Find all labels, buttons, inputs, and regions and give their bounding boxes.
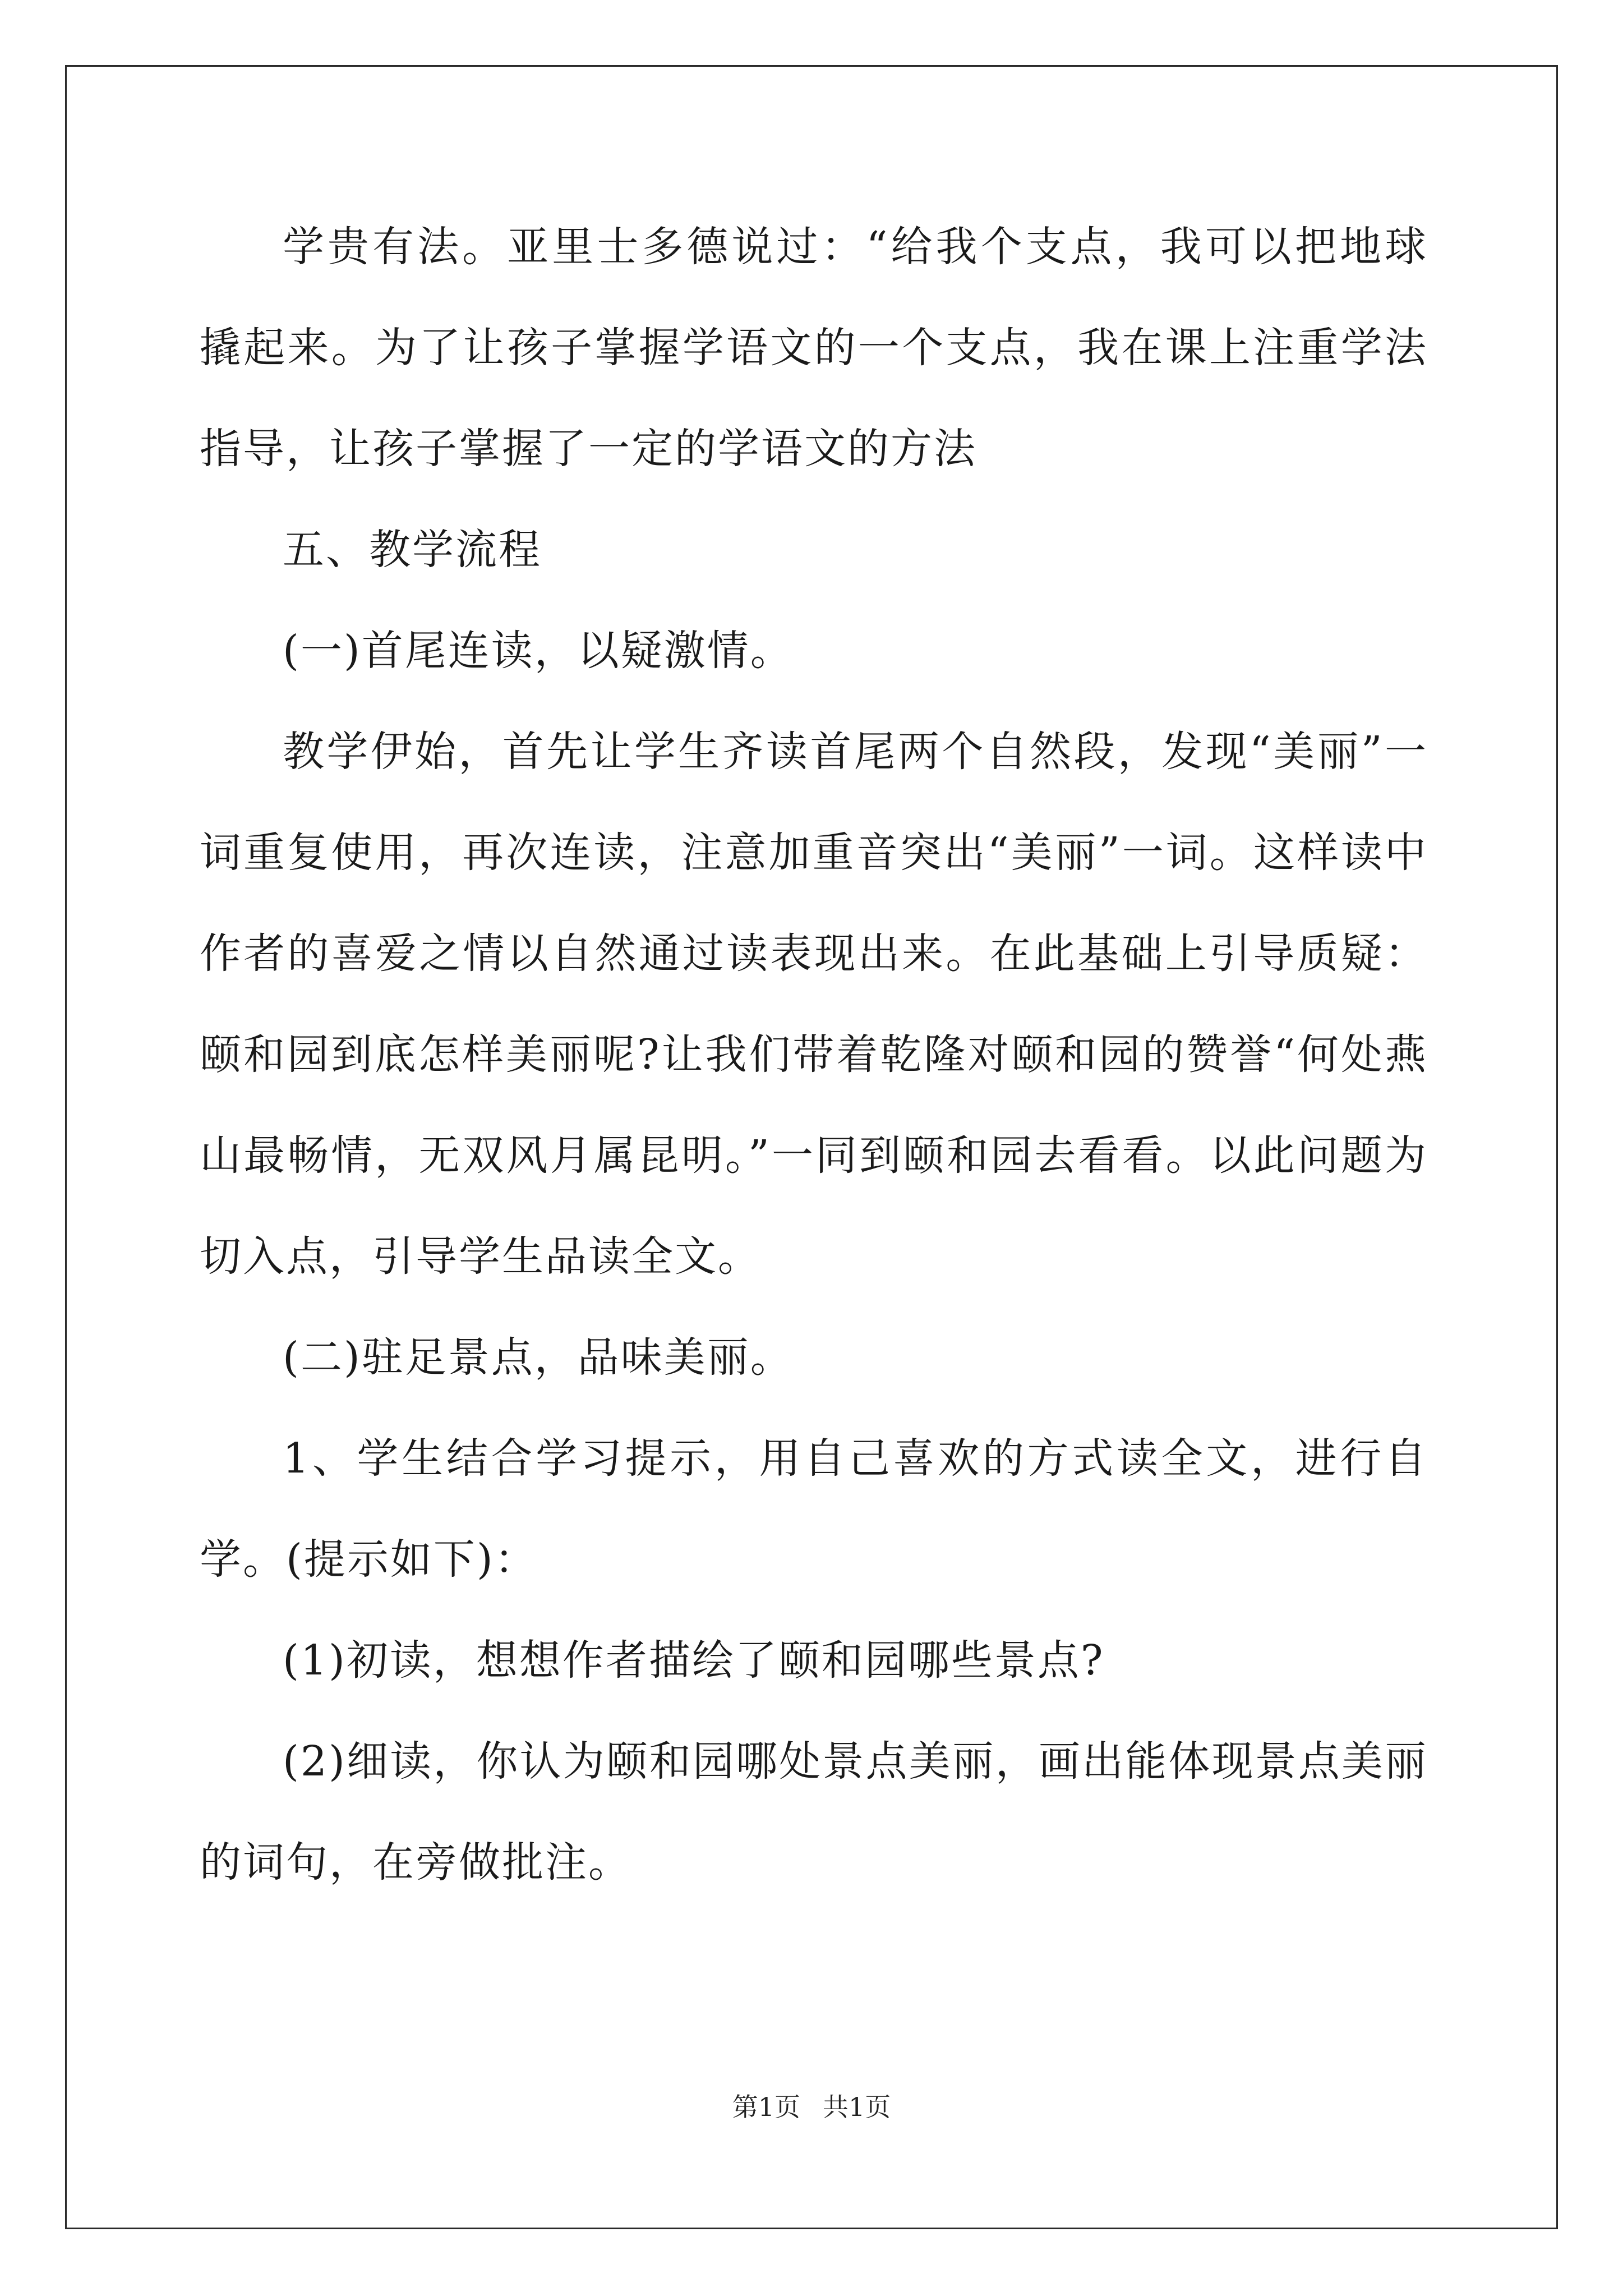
page-footer [0, 2087, 1623, 2124]
paragraph-opening: 教学伊始，首先让学生齐读首尾两个自然段，发现“美丽”一词重复使用，再次连读，注意加重音突出“美丽”一词。这样读中作者的喜爱之情以自然通过读表现出来。在此基础上引导质疑：颐和园到底怎样美丽呢?让我们带着乾隆对颐和园的赞誉“何处燕山最畅情，无双风月属昆明。”一同到颐和园去看看。以此问题为切入点，引导学生品读全文。 [200, 728, 1428, 1281]
heading-teaching-process: 五、教学流程 [283, 526, 542, 574]
document-body [200, 196, 1428, 1913]
list-item-first-read: (1)初读，想想作者描绘了颐和园哪些景点? [283, 1636, 1105, 1685]
subheading-read-together: (一)首尾连读，以疑激情。 [283, 627, 794, 675]
page-total: 共1页 [823, 2092, 891, 2122]
paragraph-method: 学贵有法。亚里士多德说过：“给我个支点，我可以把地球撬起来。为了让孩子掌握学语文的一个支点，我在课上注重学法指导，让孩子掌握了一定的学语文的方法 [200, 223, 1428, 473]
list-item-close-read: (2)细读，你认为颐和园哪处景点美丽，画出能体现景点美丽的词句，在旁做批注。 [200, 1737, 1428, 1887]
page-number: 第1页 [732, 2092, 800, 2122]
subheading-scenic-spots: (二)驻足景点，品味美丽。 [283, 1333, 794, 1382]
paragraph-self-study: 1、学生结合学习提示，用自己喜欢的方式读全文，进行自学。(提示如下)： [200, 1434, 1428, 1584]
